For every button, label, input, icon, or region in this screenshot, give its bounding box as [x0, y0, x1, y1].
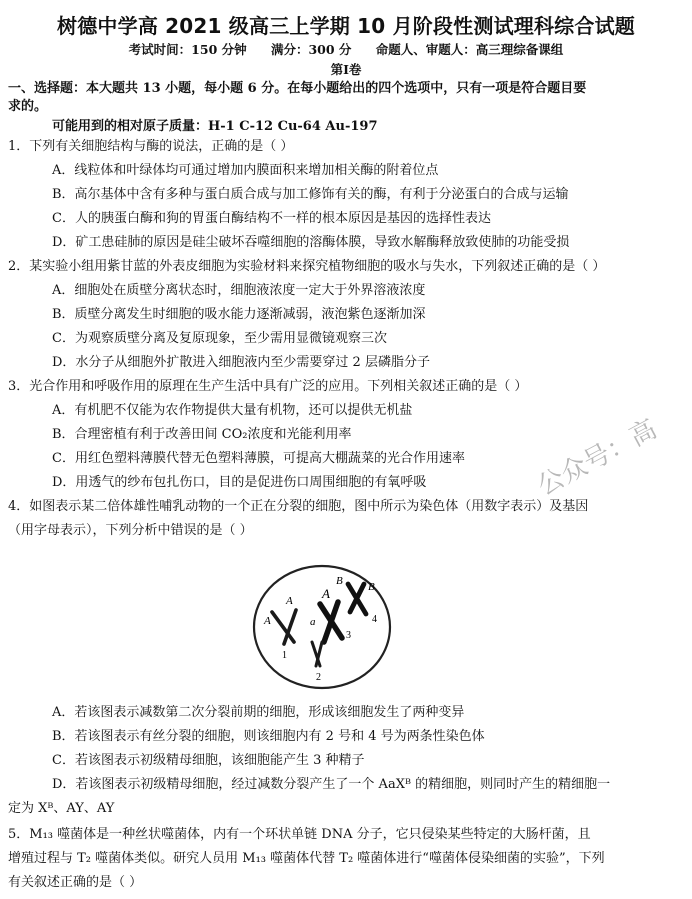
- question-1-option-a: A．线粒体和叶绿体均可通过增加内膜面积来增加相关酶的附着位点: [52, 163, 439, 178]
- question-3-option-a: A．有机肥不仅能为农作物提供大量有机物，还可以提供无机盐: [52, 403, 413, 418]
- question-1-option-d: D．矿工患硅肺的原因是硅尘破坏吞噬细胞的溶酶体膜，导致水解酶释放致使肺的功能受损: [52, 235, 570, 250]
- question-2-stem: 2．某实验小组用紫甘蓝的外表皮细胞为实验材料来探究植物细胞的吸水与失水，下列叙述正确的是（ ）: [8, 259, 606, 274]
- question-4-option-d: D．若该图表示初级精母细胞，经过减数分裂产生了一个 AaXᴮ 的精细胞，则同时产生的精细胞一: [52, 777, 611, 792]
- question-4-option-b: B．若该图表示有丝分裂的细胞，则该细胞内有 2 号和 4 号为两条性染色体: [52, 729, 485, 744]
- figure-label-1: 1: [282, 650, 287, 661]
- exam-authors: 命题人、审题人：高三理综备课组: [375, 42, 564, 57]
- figure-label-A3: A: [322, 586, 330, 601]
- figure-label-B2: B: [368, 581, 375, 593]
- figure-label-a: a: [310, 616, 316, 628]
- chromosome-1: [272, 610, 296, 644]
- question-2-option-b: B．质壁分离发生时细胞的吸水能力逐渐减弱，液泡紫色逐渐加深: [52, 307, 426, 322]
- question-4-stem: 4．如图表示某二倍体雄性哺乳动物的一个正在分裂的细胞，图中所示为染色体（用数字表示）及基因: [8, 499, 589, 514]
- cell-division-figure: [250, 562, 395, 692]
- question-2-option-c: C．为观察质壁分离及复原现象，至少需用显微镜观察三次: [52, 331, 387, 346]
- question-4-option-c: C．若该图表示初级精母细胞，该细胞能产生 3 种精子: [52, 753, 365, 768]
- figure-label-3: 3: [346, 630, 351, 641]
- section-heading-cont: 求的。: [8, 99, 48, 114]
- volume-label: 第Ⅰ卷: [330, 62, 362, 77]
- figure-label-B1: B: [336, 575, 343, 587]
- watermark: 公众号：高: [532, 414, 662, 502]
- question-3-option-d: D．用透气的纱布包扎伤口，目的是促进伤口周围细胞的有氧呼吸: [52, 475, 427, 490]
- question-1-option-b: B．高尔基体中含有多种与蛋白质合成与加工修饰有关的酶，有利于分泌蛋白的合成与运输: [52, 187, 569, 202]
- question-1-stem: 1．下列有关细胞结构与酶的说法，正确的是（ ）: [8, 139, 294, 154]
- question-4-option-d-cont: 定为 Xᴮ、AY、AY: [8, 801, 115, 816]
- atomic-masses: 可能用到的相对原子质量：H-1 C-12 Cu-64 Au-197: [52, 119, 378, 134]
- question-4-option-a: A．若该图表示减数第二次分裂前期的细胞，形成该细胞发生了两种变异: [52, 705, 465, 720]
- exam-time: 考试时间：150 分钟: [128, 42, 247, 57]
- figure-label-A1: A: [264, 615, 271, 627]
- section-heading: 一、选择题：本大题共 13 小题，每小题 6 分。在每小题给出的四个选项中，只有一项是符合题目要: [8, 81, 587, 96]
- chromosome-3: [320, 602, 342, 642]
- question-5-stem-cont2: 有关叙述正确的是（ ）: [8, 875, 143, 890]
- figure-label-A2: A: [286, 595, 293, 607]
- exam-info: [0, 40, 692, 58]
- question-5-stem-cont: 增殖过程与 T₂ 噬菌体类似。研究人员用 M₁₃ 噬菌体代替 T₂ 噬菌体进行“噬菌体侵染细菌的实验”，下列: [8, 851, 605, 866]
- question-4-stem-cont: （用字母表示），下列分析中错误的是（ ）: [8, 523, 253, 538]
- chromosome-2: [312, 642, 322, 666]
- question-3-option-c: C．用红色塑料薄膜代替无色塑料薄膜，可提高大棚蔬菜的光合作用速率: [52, 451, 465, 466]
- chromosome-4: [348, 584, 366, 614]
- full-score: 满分：300 分: [270, 42, 352, 57]
- question-1-option-c: C．人的胰蛋白酶和狗的胃蛋白酶结构不一样的根本原因是基因的选择性表达: [52, 211, 491, 226]
- exam-title: 树德中学高 2021 级高三上学期 10 月阶段性测试理科综合试题: [57, 14, 635, 38]
- question-2-option-d: D．水分子从细胞外扩散进入细胞液内至少需要穿过 2 层磷脂分子: [52, 355, 430, 370]
- question-3-stem: 3．光合作用和呼吸作用的原理在生产生活中具有广泛的应用。下列相关叙述正确的是（ ）: [8, 379, 528, 394]
- figure-label-4: 4: [372, 614, 377, 625]
- figure-label-2: 2: [316, 672, 321, 683]
- question-5-stem: 5．M₁₃ 噬菌体是一种丝状噬菌体，内有一个环状单链 DNA 分子，它只侵染某些特定的大肠杆菌，且: [8, 827, 591, 842]
- question-3-option-b: B．合理密植有利于改善田间 CO₂浓度和光能利用率: [52, 427, 352, 442]
- question-2-option-a: A．细胞处在质壁分离状态时，细胞液浓度一定大于外界溶液浓度: [52, 283, 426, 298]
